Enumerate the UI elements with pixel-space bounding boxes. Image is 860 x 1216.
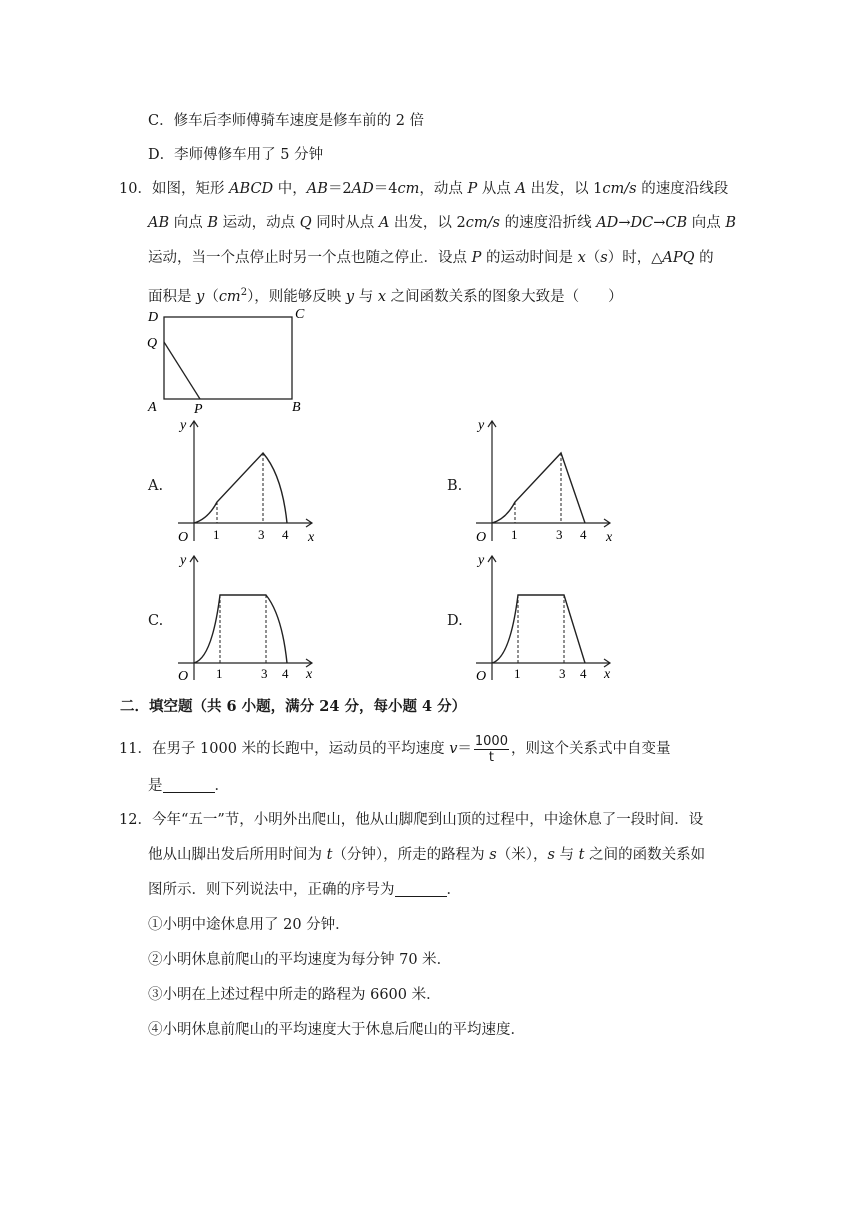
text-fragment: 运动，动点 [218,215,300,231]
label-p: P [194,402,203,417]
label-c: C [295,307,305,322]
graph-label-t3: 3 [258,527,265,542]
graph-label-t3: 3 [261,666,268,681]
text-fragment: APQ [662,250,695,266]
text-fragment: 10． [119,181,152,197]
text-fragment: Q [299,215,312,231]
text-fragment: t [326,847,333,863]
graph-label-y: y [478,553,485,568]
graph-label-o: O [178,669,189,684]
text-fragment: ． [214,778,229,794]
graph-label-t4: 4 [282,666,289,681]
text-fragment: 他从山脚出发后所用时间为 [148,847,327,863]
text-fragment: ＝ [457,741,472,757]
text-fragment: P [467,181,478,197]
q12-item-2: ②小明休息前爬山的平均速度为每分钟 70 米． [148,952,452,968]
text-fragment: s [600,250,608,266]
option-d-label[interactable]: D. [447,613,463,629]
text-fragment: P [471,250,482,266]
text-fragment: ，则这个关系式中自变量 [510,741,671,757]
rectangle-figure [140,305,320,417]
segment-qp [164,342,200,399]
option-c-label[interactable]: C. [148,613,164,629]
text-fragment: → [653,215,666,231]
text-fragment: ，动点 [419,181,468,197]
text-fragment: （ [585,250,601,266]
graph-label-t4: 4 [580,666,587,681]
text-fragment: 出发，以 1 [525,181,603,197]
text-fragment: 向点 [169,215,208,231]
text-fragment: → [618,215,631,231]
text-fragment: 在男子 1000 米的长跑中，运动员的平均速度 [151,741,450,757]
graph-option-c [170,550,320,685]
graph-label-x: x [306,667,313,682]
text-fragment: 今年“五一”节，小明外出爬山，他从山脚爬到山顶的过程中，中途休息了一段时间．设 [151,812,704,828]
text-fragment: 图所示．则下列说法中，正确的序号为 [148,882,395,898]
q12-line-1 [119,810,703,830]
graph-label-t1: 1 [511,527,518,542]
graph-label-y: y [478,418,485,433]
graph-label-o: O [476,669,487,684]
text-fragment: y [345,288,355,305]
text-fragment: 的速度沿线段 [636,181,729,197]
rectangle-abcd [164,317,292,399]
graph-label-t1: 1 [514,666,521,681]
q9-option-c: C．修车后李师傅骑车速度是修车前的 2 倍 [148,113,425,129]
graph-option-a [170,415,320,550]
graph-label-t1: 1 [216,666,223,681]
text-fragment: 的 [694,250,714,266]
graph-label-x: x [604,667,611,682]
graph-label-t1: 1 [213,527,220,542]
label-a: A [148,400,157,415]
text-fragment: 中， [273,181,307,197]
function-curve [492,595,585,663]
graph-label-o: O [178,530,189,545]
option-b-label[interactable]: B. [447,478,463,494]
option-a-label[interactable]: A. [148,478,164,494]
text-fragment: 1000 [474,733,508,749]
text-fragment: 从点 [477,181,516,197]
text-fragment: （米）， [496,847,548,863]
graph-label-x: x [606,530,613,545]
graph-option-b [468,415,618,550]
text-fragment: 同时从点 [311,215,379,231]
text-fragment: cm [397,181,420,197]
q10-line-3 [148,248,714,268]
text-fragment: A [515,181,526,197]
text-fragment: B [207,215,219,231]
q9-option-d: D．李师傅修车用了 5 分钟 [148,147,324,163]
text-fragment: 面积是 [148,288,197,305]
text-fragment: ），则能够反映 [247,288,346,305]
label-d: D [148,310,159,325]
text-fragment: AB [306,181,328,197]
text-fragment: B [725,215,736,231]
text-fragment: 的速度沿折线 [499,215,597,231]
graph-label-y: y [180,418,187,433]
text-fragment: 向点 [687,215,726,231]
text-fragment: 之间的函数关系如 [584,847,706,863]
text-fragment: t [488,749,494,765]
q10-line-4: 面积是 $y(cm^2)$，则能够反映 y 与 x 之间函数关系的图象大致是（ ） [148,287,623,305]
section-2-title: 二．填空题（共 6 小题，满分 24 分，每小题 4 分） [120,698,467,715]
text-fragment: 与 [554,847,579,863]
text-fragment: DC [630,215,654,231]
q12-line-2 [148,845,705,865]
text-fragment: 的运动时间是 [481,250,578,266]
q12-item-3: ③小明在上述过程中所走的路程为 6600 米． [148,987,441,1003]
q12-line-3 [148,880,461,900]
q12-item-1: ①小明中途休息用了 20 分钟． [148,917,350,933]
text-fragment: 与 [354,288,378,305]
q11-answer-blank[interactable] [163,792,215,793]
text-fragment: s [489,847,497,863]
graph-label-t4: 4 [580,527,587,542]
q12-item-4: ④小明休息前爬山的平均速度大于休息后爬山的平均速度． [148,1022,525,1038]
text-fragment: ＝4 [373,181,398,197]
text-fragment: AD [351,181,374,197]
text-fragment: （ [204,288,219,305]
graph-label-t3: 3 [556,527,563,542]
text-fragment: x [377,288,387,305]
text-fragment: AD [596,215,619,231]
text-fragment: 如图，矩形 [151,181,230,197]
text-fragment: ． [446,882,461,898]
text-fragment: cm/s [602,181,637,197]
text-fragment: ）时，△ [607,250,663,266]
graph-label-o: O [476,530,487,545]
q12-answer-blank[interactable] [395,896,447,897]
text-fragment: A [378,215,390,231]
text-fragment: y [196,288,205,305]
q11-line-1 [119,733,670,765]
q11-line-2 [148,776,229,796]
q11-fraction [474,734,509,765]
text-fragment: （分钟），所走的路程为 [332,847,490,863]
text-fragment: ＝2 [327,181,352,197]
text-fragment: 是 [148,778,163,794]
text-fragment: 11． [119,741,152,757]
text-fragment: 之间函数关系的图象大致是（ ） [386,288,623,305]
text-fragment: cm [218,288,241,305]
text-fragment: ABCD [229,181,274,197]
function-curve [194,595,287,663]
graph-label-t4: 4 [282,527,289,542]
text-fragment: 运动，当一个点停止时另一个点也随之停止．设点 [148,250,472,266]
graph-label-t3: 3 [559,666,566,681]
text-fragment: AB [148,215,170,231]
text-fragment: CB [665,215,688,231]
function-curve [492,453,585,523]
q10-line-2 [148,213,736,233]
graph-label-y: y [180,553,187,568]
graph-option-d [468,550,618,685]
graph-label-x: x [308,530,315,545]
text-fragment: cm/s [465,215,500,231]
text-fragment: 出发，以 2 [389,215,466,231]
text-fragment: s [547,847,555,863]
text-fragment: t [578,847,585,863]
label-q: Q [147,336,158,351]
text-fragment: 12． [119,812,152,828]
label-b: B [292,400,301,415]
q10-line-1 [119,179,728,199]
text-fragment: x [577,250,586,266]
text-fragment: v [449,741,458,757]
function-curve [194,453,287,523]
